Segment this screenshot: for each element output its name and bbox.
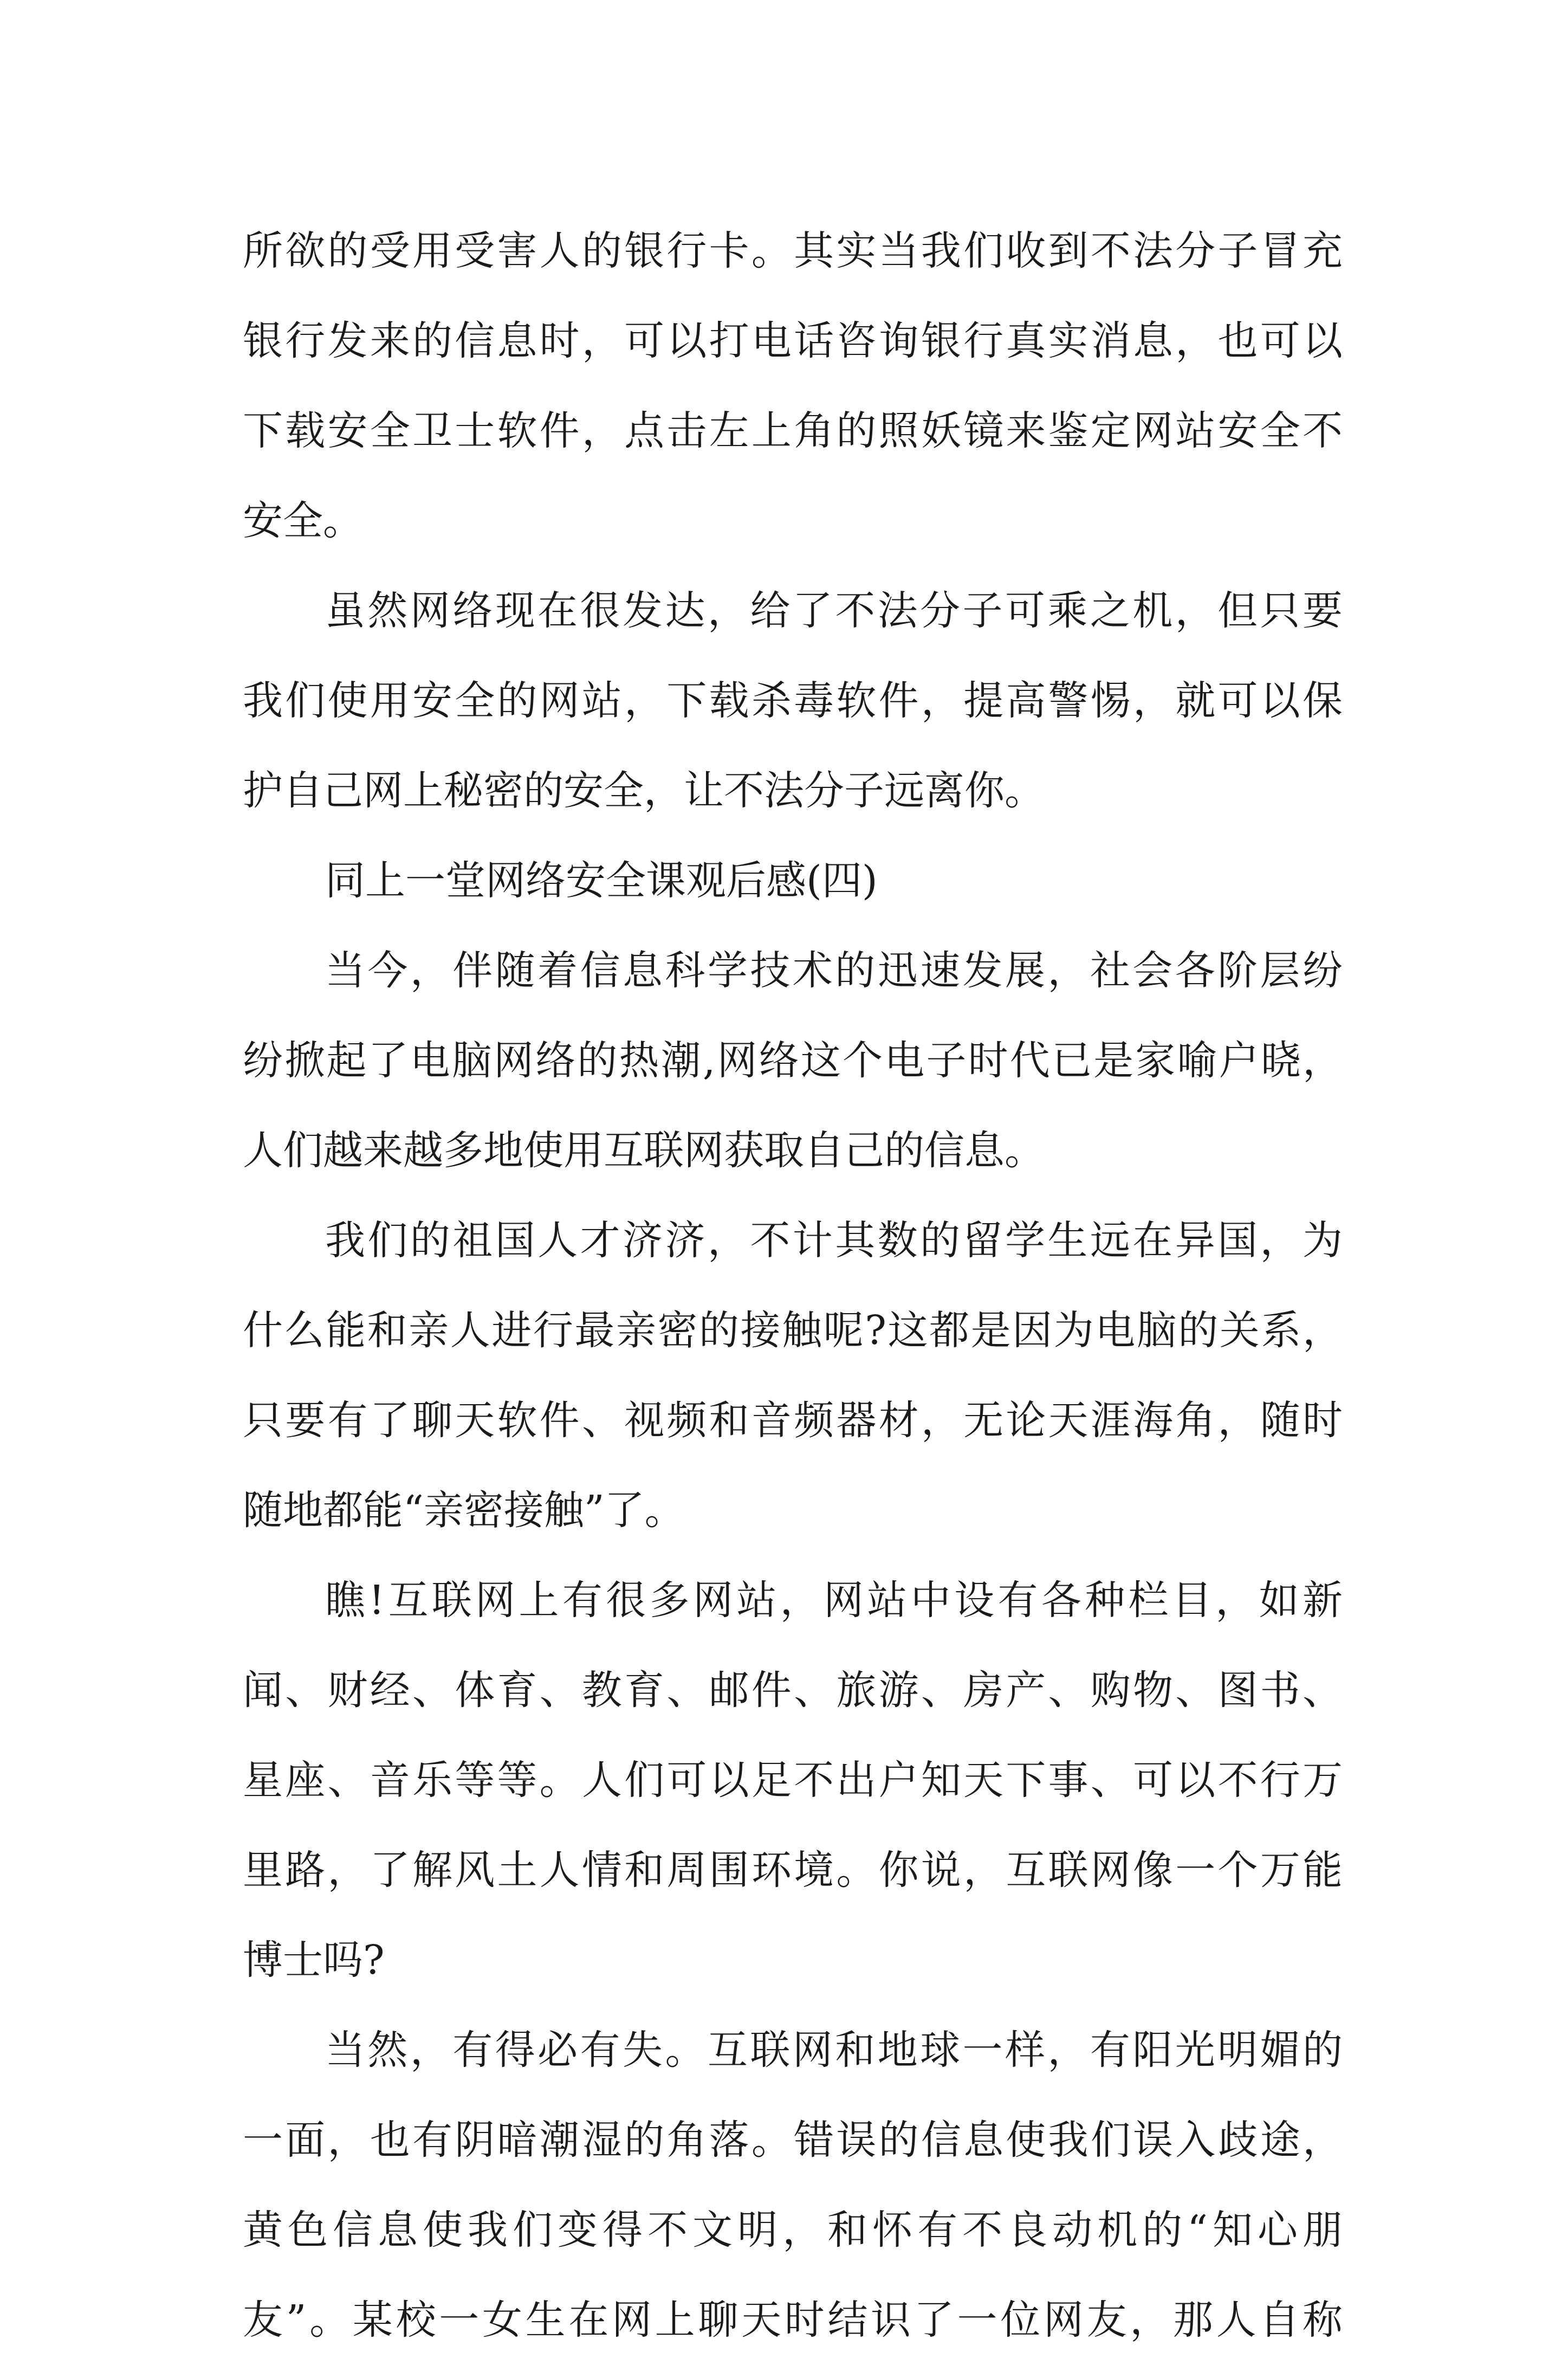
- text-line: 只要有了聊天软件、视频和音频器材，无论天涯海角，随时: [243, 1397, 1343, 1444]
- text-line: 友”。某校一女生在网上聊天时结识了一位网友，那人自称: [243, 2297, 1343, 2343]
- text-line: 人们越来越多地使用互联网获取自己的信息。: [243, 1127, 1045, 1174]
- text-line: 当今，伴随着信息科学技术的迅速发展，社会各阶层纷: [325, 947, 1343, 994]
- text-line: 虽然网络现在很发达，给了不法分子可乘之机，但只要: [325, 587, 1343, 634]
- text-line: 黄色信息使我们变得不文明，和怀有不良动机的“知心朋: [243, 2207, 1343, 2253]
- text-line: 瞧!互联网上有很多网站，网站中设有各种栏目，如新: [325, 1577, 1343, 1624]
- text-line: 护自己网上秘密的安全，让不法分子远离你。: [243, 767, 1045, 814]
- text-line: 一面，也有阴暗潮湿的角落。错误的信息使我们误入歧途，: [243, 2117, 1343, 2163]
- text-line: 纷掀起了电脑网络的热潮,网络这个电子时代已是家喻户晓，: [243, 1037, 1343, 1084]
- text-line: 闻、财经、体育、教育、邮件、旅游、房产、购物、图书、: [243, 1667, 1343, 1714]
- text-line: 安全。: [243, 497, 363, 544]
- text-line: 我们使用安全的网站，下载杀毒软件，提高警惕，就可以保: [243, 677, 1343, 724]
- text-line: 我们的祖国人才济济，不计其数的留学生远在异国，为: [325, 1217, 1343, 1264]
- text-line: 所欲的受用受害人的银行卡。其实当我们收到不法分子冒充: [243, 228, 1343, 274]
- text-line: 银行发来的信息时，可以打电话咨询银行真实消息，也可以: [243, 318, 1343, 364]
- section-heading: 同上一堂网络安全课观后感(四): [325, 857, 878, 904]
- text-line: 星座、音乐等等。人们可以足不出户知天下事、可以不行万: [243, 1757, 1343, 1804]
- text-line: 博士吗?: [243, 1937, 385, 1983]
- document-body: [243, 206, 1343, 2365]
- text-line: 里路，了解风土人情和周围环境。你说，互联网像一个万能: [243, 1847, 1343, 1894]
- text-line: 当然，有得必有失。互联网和地球一样，有阳光明媚的: [325, 2027, 1343, 2073]
- text-line: 什么能和亲人进行最亲密的接触呢?这都是因为电脑的关系，: [243, 1307, 1343, 1354]
- text-line: 下载安全卫士软件，点击左上角的照妖镜来鉴定网站安全不: [243, 408, 1343, 454]
- text-line: 随地都能“亲密接触”了。: [243, 1487, 685, 1534]
